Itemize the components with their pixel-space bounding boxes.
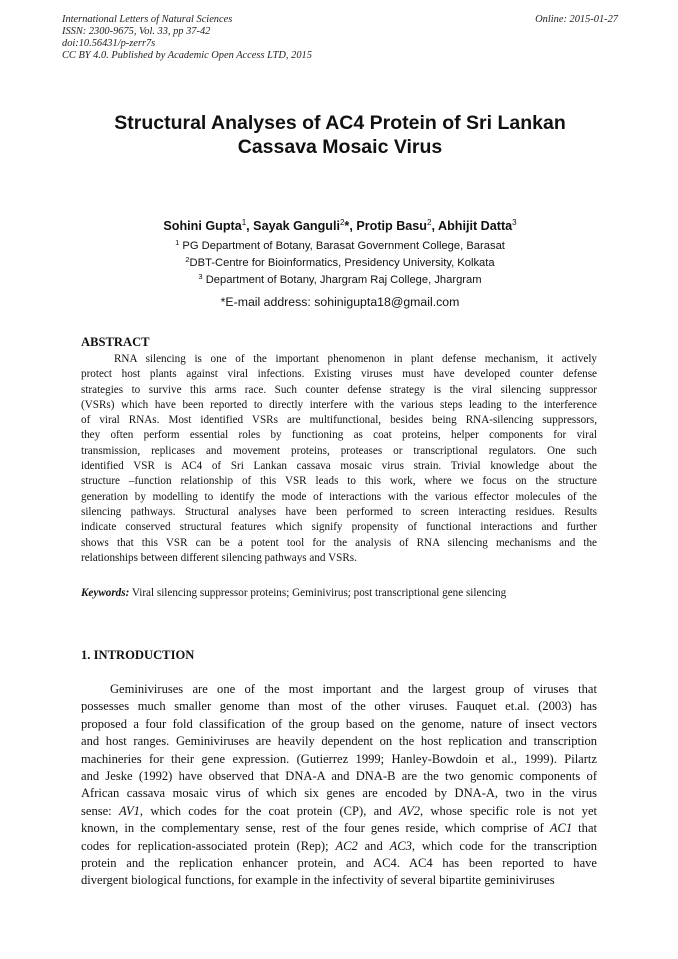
intro-line <box>81 855 597 872</box>
intro-line <box>81 803 597 820</box>
abstract-line: strategies to survive this arms race. Such counter defense strategy is the viral silencing suppressor <box>81 383 597 396</box>
text-run: that <box>572 821 597 836</box>
author-affiliation-sup: 3 <box>512 218 517 227</box>
gene-name: AV2 <box>399 803 420 818</box>
gene-name: AC3 <box>389 838 412 853</box>
text-run: sense: <box>81 803 119 818</box>
abstract-line: transmission, replicases and movement proteins, proteases or transcriptional regulators. One such <box>81 444 597 457</box>
author-name: Sayak Ganguli <box>253 219 340 233</box>
affiliation-sup: 2 <box>185 255 190 264</box>
abstract-line: they often perform essential roles by functioning as coat proteins, helper components for viral <box>81 429 597 442</box>
keywords-line <box>81 586 597 600</box>
affiliation-sup: 1 <box>175 238 180 247</box>
affiliation-1 <box>62 239 618 253</box>
author-separator: , <box>349 219 357 233</box>
author-affiliation-sup: 1 <box>241 218 247 227</box>
intro-line <box>81 733 597 750</box>
intro-line <box>81 716 597 733</box>
affiliation-text: PG Department of Botany, Barasat Government College, Barasat <box>179 240 505 252</box>
gene-name: AC1 <box>549 821 573 836</box>
text-run: , which codes for the coat protein (CP), and <box>139 803 399 818</box>
gene-name: AV1 <box>118 803 140 818</box>
text-run: Geminiviruses are one of the most important and the largest group of viruses that <box>110 682 597 696</box>
author <box>253 219 356 233</box>
text-run: African cassava mosaic virus of which six genes are encoded by DNA-A, two in the virus <box>81 786 597 801</box>
author-name: Abhijit Datta <box>438 219 513 233</box>
abstract-heading: ABSTRACT <box>81 335 150 349</box>
author-separator: , <box>246 219 254 233</box>
text-run: , which code for the transcription <box>411 838 597 853</box>
abstract-line: structure –function relationship of this VSR leads to this work, where we focus on the structure <box>81 475 597 488</box>
author <box>438 219 517 233</box>
abstract-line: silencing pathways. Structural analyses have been performed to screen interacting residues. Results <box>81 505 597 518</box>
intro-line <box>81 698 597 715</box>
abstract-line: RNA silencing is one of the important phenomenon in plant defense mechanism, it actively <box>114 353 597 365</box>
online-date: Online: 2015-01-27 <box>535 14 618 25</box>
license-line: CC BY 4.0. Published by Academic Open Access LTD, 2015 <box>62 50 312 61</box>
abstract-body <box>81 352 597 566</box>
text-run: and <box>357 838 390 853</box>
author-name: Sohini Gupta <box>163 219 242 233</box>
abstract-line: (VSRs) which have been reported to directly interfere with the various steps leading to the interference <box>81 398 597 411</box>
gene-name: AC2 <box>335 838 358 853</box>
intro-line <box>81 785 597 802</box>
corresponding-mark: * <box>344 219 350 233</box>
text-run: codes for replication-associated protein (Rep); <box>81 838 336 853</box>
abstract-line: identified VSR is AC4 of Sri Lankan cassava mosaic virus strain. Trivial knowledge about the <box>81 460 597 473</box>
introduction-body <box>81 681 597 890</box>
author-separator: , <box>431 219 438 233</box>
keywords-label: Keywords: <box>81 587 130 599</box>
intro-line <box>81 751 597 768</box>
affiliation-text: DBT-Centre for Bioinformatics, Presidency University, Kolkata <box>189 257 495 269</box>
abstract-line: of viral RNAs. Most identified VSRs are multifunctional, besides being RNA-silencing suppressors, <box>81 414 597 427</box>
text-run: machineries for their gene expression. (Gutierrez 1999; Hanley-Bowdoin et al., 1999). Pilartz <box>81 751 597 766</box>
affiliation-sup: 3 <box>198 272 203 281</box>
affiliation-text: Department of Botany, Jhargram Raj College, Jhargram <box>202 274 482 286</box>
affiliation-2 <box>62 256 618 270</box>
abstract-line: indicate conserved structural features which signify propensity of functional interactions and further <box>81 521 597 534</box>
author <box>163 219 253 233</box>
abstract-line: shows that this VSR can be a potent tool for the analysis of RNA silencing mechanisms and the <box>81 536 597 549</box>
text-run: proposed a four fold classification of the group based on the genome, nature of insect vectors <box>81 716 597 731</box>
author-affiliation-sup: 2 <box>427 218 432 227</box>
author-name: Protip Basu <box>356 219 428 233</box>
text-run: possesses much smaller genome than most of the other viruses. Fauquet et.al. (2003) has <box>81 699 597 714</box>
text-run: known, in the complementary sense, rest of the four genes reside, which comprise of <box>81 821 550 836</box>
journal-header <box>62 14 618 62</box>
abstract-line: protect host plants against viral infections. Existing viruses must have developed counter defense <box>81 368 597 381</box>
affiliation-3 <box>62 273 618 287</box>
abstract-line: relationships between different silencing pathways and VSRs. <box>81 551 357 564</box>
intro-line <box>81 768 597 785</box>
author-list <box>62 218 618 234</box>
issn-line: ISSN: 2300-9675, Vol. 33, pp 37-42 <box>62 26 211 37</box>
title-line-1: Structural Analyses of AC4 Protein of Sri Lankan <box>114 112 566 134</box>
author <box>356 219 438 233</box>
title-line-2: Cassava Mosaic Virus <box>237 136 443 158</box>
intro-line <box>81 681 597 698</box>
text-run: and host ranges. Geminiviruses are heavily dependent on the host replication and transcription <box>81 734 597 749</box>
intro-line <box>81 872 597 889</box>
text-run: , whose specific role is not yet <box>419 803 597 818</box>
journal-name: International Letters of Natural Sciences <box>62 14 233 25</box>
text-run: and Jeske (1992) have observed that DNA-A and DNA-B are the two genomic components of <box>81 769 597 784</box>
paper-title <box>62 111 618 159</box>
doi-line: doi:10.56431/p-zerr7s <box>62 38 156 49</box>
text-run: divergent biological functions, for example in the infectivity of several bipartite geminiviruses <box>81 873 555 888</box>
text-run: protein and the replication enhancer protein, and AC4. AC4 has been reported to have <box>81 856 597 871</box>
abstract-line: generation by modelling to identify the mode of interactions with the various effector molecules of the <box>81 490 597 503</box>
introduction-heading: 1. INTRODUCTION <box>81 648 195 662</box>
corresponding-email: *E-mail address: sohinigupta18@gmail.com <box>220 295 460 309</box>
intro-line <box>81 820 597 837</box>
intro-line <box>81 838 597 855</box>
keywords-text: Viral silencing suppressor proteins; Geminivirus; post transcriptional gene silencing <box>129 587 507 599</box>
author-affiliation-sup: 2 <box>339 218 345 227</box>
